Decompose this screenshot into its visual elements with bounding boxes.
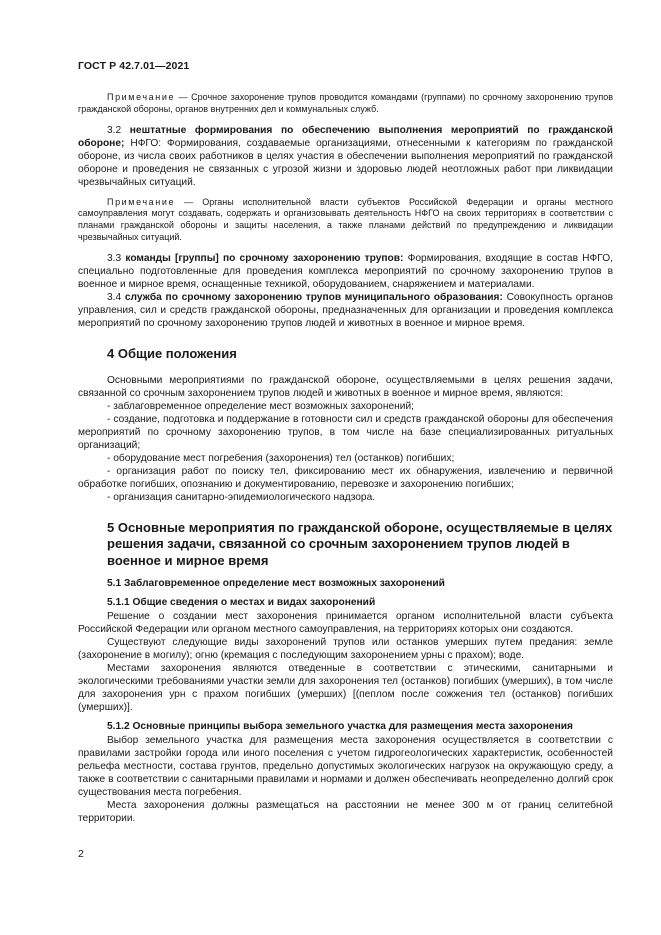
section-5-title: 5 Основные мероприятия по гражданской обороне, осуществляемые в целях решения задачи, связанной со срочным захоронением трупов людей в военное и мирное время	[107, 519, 613, 568]
clause-number: 3.2	[107, 124, 130, 136]
note-label: Примечание	[107, 196, 176, 207]
subsection-5-1-title: 5.1 Заблаговременное определение мест возможных захоронений	[107, 578, 445, 590]
term: служба по срочному захоронению трупов муниципального образования:	[124, 291, 503, 303]
subsection-5-1-2-title: 5.1.2 Основные принципы выбора земельного участка для размещения места захоронения	[107, 721, 573, 733]
list-item: - создание, подготовка и поддержание в готовности сил и средств гражданской обороны для обеспечения мероприятий по срочному захоронению трупов, в том числе на базе специализированных ритуальных организаций;	[78, 413, 613, 451]
document-body	[78, 92, 613, 825]
paragraph: Местами захоронения являются отведенные в соответствии с этическими, санитарными и экологическими требованиями участки земли для захоронения тел (останков) погибших (умерших), в том числе для захоронения урн с прахом погибших (умерших) [(пеплом после сожжения тел (останков) погибших (умерших)].	[78, 663, 613, 714]
definition-3-2	[78, 124, 613, 189]
definition-text: Формирования, входящие в состав НФГО, специально подготовленные для проведения комплекса мероприятий по срочному захоронению трупов в военное и мирное время, оснащенные техникой, оборудованием, снаряжением и материалами.	[78, 252, 613, 290]
paragraph: Решение о создании мест захоронения принимается органом исполнительной власти субъекта Российской Федерации или органом местного самоуправления, на территориях которых они создаются.	[78, 611, 613, 636]
definition-text: Совокупность органов управления, сил и средств гражданской обороны, предназначенных для организации и проведения комплекса мероприятий по срочному захоронению трупов людей и животных в военное и мирное время.	[78, 291, 613, 329]
list-item: - организация работ по поиску тел, фиксированию мест их обнаружения, извлечению и первичной обработке погибших, опознанию и документированию, перевозке и захоронению погибших;	[78, 465, 613, 490]
document-header: ГОСТ Р 42.7.01—2021	[78, 60, 190, 72]
note-label: Примечание	[107, 92, 176, 102]
page-number: 2	[78, 848, 84, 860]
paragraph: Места захоронения должны размещаться на расстоянии не менее 300 м от границ селитебной территории.	[78, 800, 613, 825]
paragraph: Существуют следующие виды захоронений трупов или останков умерших путем предания: земле (захоронение в могилу); огню (кремация с последующим захоронением урны с прахом); воде.	[78, 637, 613, 662]
clause-number: 3.4	[107, 291, 125, 303]
subsection-5-1-1-title: 5.1.1 Общие сведения о местах и видах захоронений	[107, 597, 376, 609]
note-paragraph	[78, 197, 613, 244]
list-item: - заблаговременное определение мест возможных захоронений;	[107, 400, 414, 412]
term: команды [группы] по срочному захоронению трупов:	[125, 252, 404, 264]
clause-number: 3.3	[107, 252, 126, 264]
paragraph: Выбор земельного участка для размещения места захоронения осуществляется в соответствии с правилами застройки города или иного поселения с учетом гидрогеологических характеристик, особенностей рельефа местности, состава грунтов, предельно допустимых экологических нагрузок на окружающую среду, а также в соответствии с санитарными правилами и нормами и должен обеспечивать неопределенно долгий срок существования места погребения.	[78, 735, 613, 799]
note-text: — Органы исполнительной власти субъектов Российской Федерации и органы местного самоуправления могут создавать, содержать и организовывать деятельность НФГО на своих территориях в соответствии с планами гражданской обороны и защиты населения, а также планами действий по предупреждению и ликвидации чрезвычайных ситуаций.	[78, 196, 613, 242]
list-item: - оборудование мест погребения (захоронения) тел (останков) погибших;	[107, 452, 455, 464]
note-text: — Срочное захоронение трупов проводится командами (группами) по срочному захоронению трупов гражданской обороны, органов внутренних дел и коммунальных служб.	[78, 92, 613, 114]
section-4-title: 4 Общие положения	[107, 345, 237, 361]
list-item: - организация санитарно-эпидемиологического надзора.	[107, 491, 376, 503]
term: нештатные формирования по обеспечению выполнения мероприятий по гражданской обороне;	[78, 124, 613, 149]
note-paragraph	[78, 92, 613, 116]
definition-3-4	[78, 291, 613, 330]
definition-3-3	[78, 252, 613, 291]
definition-text: НФГО: Формирования, создаваемые организациями, отнесенными к категориям по гражданской обороне, из числа своих работников в целях участия в обеспечении выполнения мероприятий по гражданской обороне и проведения не связанных с угрозой жизни и здоровью людей неотложных работ при ликвидации чрезвычайных ситуаций.	[78, 137, 613, 188]
section-4-intro: Основными мероприятиями по гражданской обороне, осуществляемыми в целях решения задачи, связанной со срочным захоронением трупов людей и животных в военное и мирное время, являются:	[78, 374, 613, 399]
